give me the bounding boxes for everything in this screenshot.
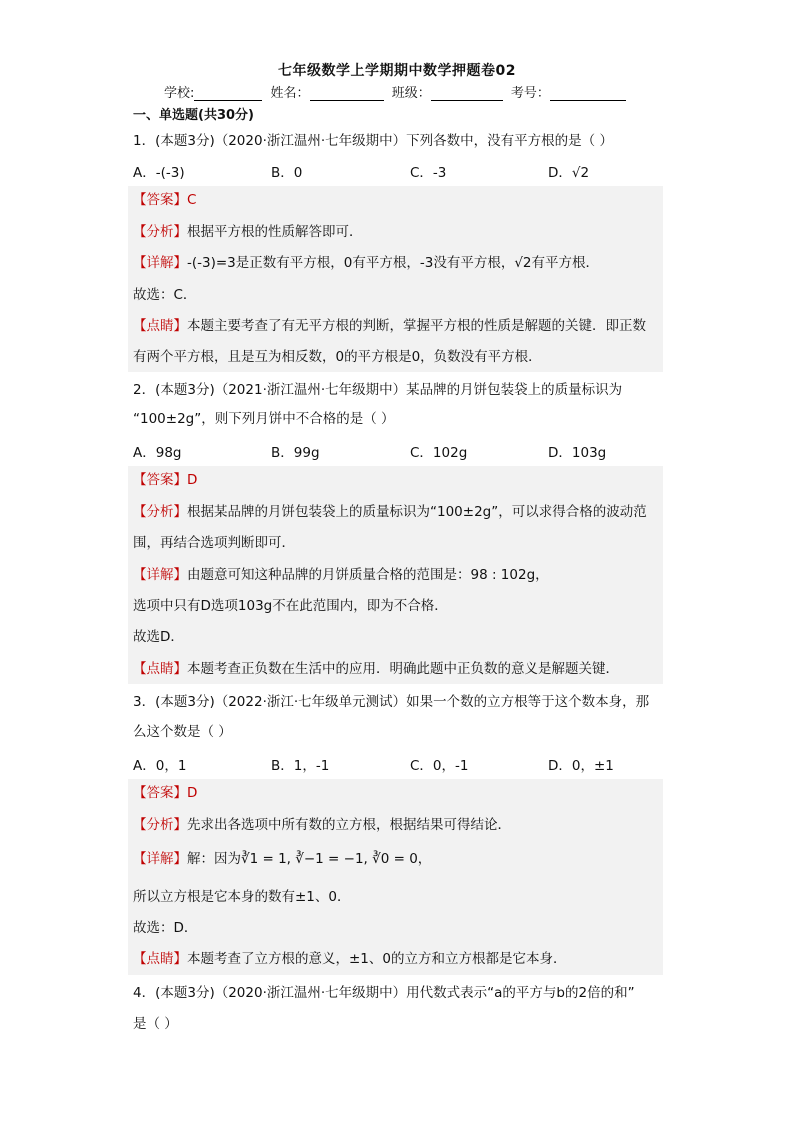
- answer-line: [133, 466, 661, 494]
- comment-tag: 【点睛】: [133, 951, 187, 967]
- comment-line: [133, 945, 661, 973]
- question-2-solution: [128, 466, 663, 684]
- detail-text: 由题意可知这种品牌的月饼质量合格的范围是：98 : 102g，: [187, 567, 549, 583]
- option-a: A．-(-3): [133, 165, 185, 181]
- question-2-stem: 2．(本题3分)（2021·浙江温州·七年级期中）某品牌的月饼包装袋上的质量标识为: [133, 382, 623, 398]
- answer-value: C: [187, 192, 197, 208]
- question-1-stem: 1．(本题3分)（2020·浙江温州·七年级期中）下列各数中，没有平方根的是（ ）: [133, 133, 613, 149]
- question-3-solution: [128, 779, 663, 975]
- analysis-text: 根据某品牌的月饼包装袋上的质量标识为“100±2g”，可以求得合格的波动范: [187, 504, 647, 520]
- option-b: B．0: [271, 165, 303, 181]
- exam-no-label: 考号：: [510, 86, 550, 101]
- option-b: B．1，-1: [271, 758, 330, 774]
- question-2-stem-2: “100±2g”，则下列月饼中不合格的是（ ）: [133, 411, 395, 427]
- option-d: D．0，±1: [548, 758, 614, 774]
- answer-line: [133, 779, 661, 807]
- option-c: C．102g: [410, 445, 468, 461]
- answer-value: D: [187, 472, 198, 488]
- comment-text: 本题考查正负数在生活中的应用．明确此题中正负数的意义是解题关键．: [187, 661, 619, 677]
- detail-tag: 【详解】: [133, 851, 187, 867]
- detail-tag: 【详解】: [133, 255, 187, 271]
- detail-line: [133, 561, 661, 589]
- name-blank: [310, 88, 384, 101]
- option-d: D．103g: [548, 445, 607, 461]
- detail-line-2: 选项中只有D选项103g不在此范围内，即为不合格．: [133, 598, 448, 614]
- school-label: 学校:: [164, 86, 195, 101]
- question-4-stem-2: 是（ ）: [133, 1016, 178, 1032]
- detail-text: -(-3)=3是正数有平方根，0有平方根，-3没有平方根，√2有平方根．: [187, 255, 600, 271]
- question-1-options: [133, 161, 663, 185]
- choose-line: 故选D．: [133, 629, 184, 645]
- choose-line: 故选：C．: [133, 287, 197, 303]
- question-3-stem: 3．(本题3分)（2022·浙江·七年级单元测试）如果一个数的立方根等于这个数本身，那: [133, 694, 650, 710]
- option-c: C．0，-1: [410, 758, 469, 774]
- name-label: 姓名：: [270, 86, 310, 101]
- class-blank: [431, 88, 503, 101]
- analysis-line: [133, 811, 661, 839]
- analysis-tag: 【分析】: [133, 224, 187, 240]
- question-3-options: [133, 754, 663, 778]
- question-2-options: [133, 441, 663, 465]
- comment-tag: 【点睛】: [133, 661, 187, 677]
- option-b: B．99g: [271, 445, 320, 461]
- answer-line: [133, 186, 661, 214]
- question-1-solution: [128, 186, 663, 372]
- section-heading: 一、单选题(共30分): [133, 108, 254, 123]
- answer-value: D: [187, 785, 198, 801]
- option-a: A．0，1: [133, 758, 187, 774]
- analysis-tag: 【分析】: [133, 504, 187, 520]
- answer-tag: 【答案】: [133, 192, 187, 208]
- analysis-line: [133, 218, 661, 246]
- answer-tag: 【答案】: [133, 785, 187, 801]
- exam-no-blank: [550, 88, 626, 101]
- comment-tag: 【点睛】: [133, 318, 187, 334]
- detail-text: 解：因为∛1 = 1, ∛−1 = −1, ∛0 = 0，: [187, 851, 432, 867]
- analysis-line: [133, 498, 661, 526]
- detail-line: [133, 845, 661, 873]
- detail-line-2: 所以立方根是它本身的数有±1、0．: [133, 889, 351, 905]
- analysis-line-2: 围，再结合选项判断即可．: [133, 535, 295, 551]
- comment-text: 本题考查了立方根的意义，±1、0的立方和立方根都是它本身．: [187, 951, 567, 967]
- detail-line: [133, 249, 661, 277]
- choose-line: 故选：D．: [133, 920, 198, 936]
- comment-text: 本题主要考查了有无平方根的判断，掌握平方根的性质是解题的关键．即正数: [187, 318, 646, 334]
- comment-line-2: 有两个平方根，且是互为相反数，0的平方根是0，负数没有平方根．: [133, 349, 542, 365]
- option-d: D．√2: [548, 165, 590, 181]
- school-blank: [194, 88, 262, 101]
- option-a: A．98g: [133, 445, 182, 461]
- analysis-text: 根据平方根的性质解答即可．: [187, 224, 363, 240]
- analysis-text: 先求出各选项中所有数的立方根，根据结果可得结论．: [187, 817, 511, 833]
- option-c: C．-3: [410, 165, 447, 181]
- comment-line: [133, 655, 661, 683]
- question-3-stem-2: 么这个数是（ ）: [133, 724, 232, 740]
- student-info-line: [164, 82, 630, 101]
- question-4-stem: 4．(本题3分)（2020·浙江温州·七年级期中）用代数式表示“a的平方与b的2倍的和”: [133, 985, 635, 1001]
- analysis-tag: 【分析】: [133, 817, 187, 833]
- answer-tag: 【答案】: [133, 472, 187, 488]
- comment-line: [133, 312, 661, 340]
- detail-tag: 【详解】: [133, 567, 187, 583]
- class-label: 班级：: [391, 86, 431, 101]
- exam-title: 七年级数学上学期期中数学押题卷02: [278, 63, 516, 79]
